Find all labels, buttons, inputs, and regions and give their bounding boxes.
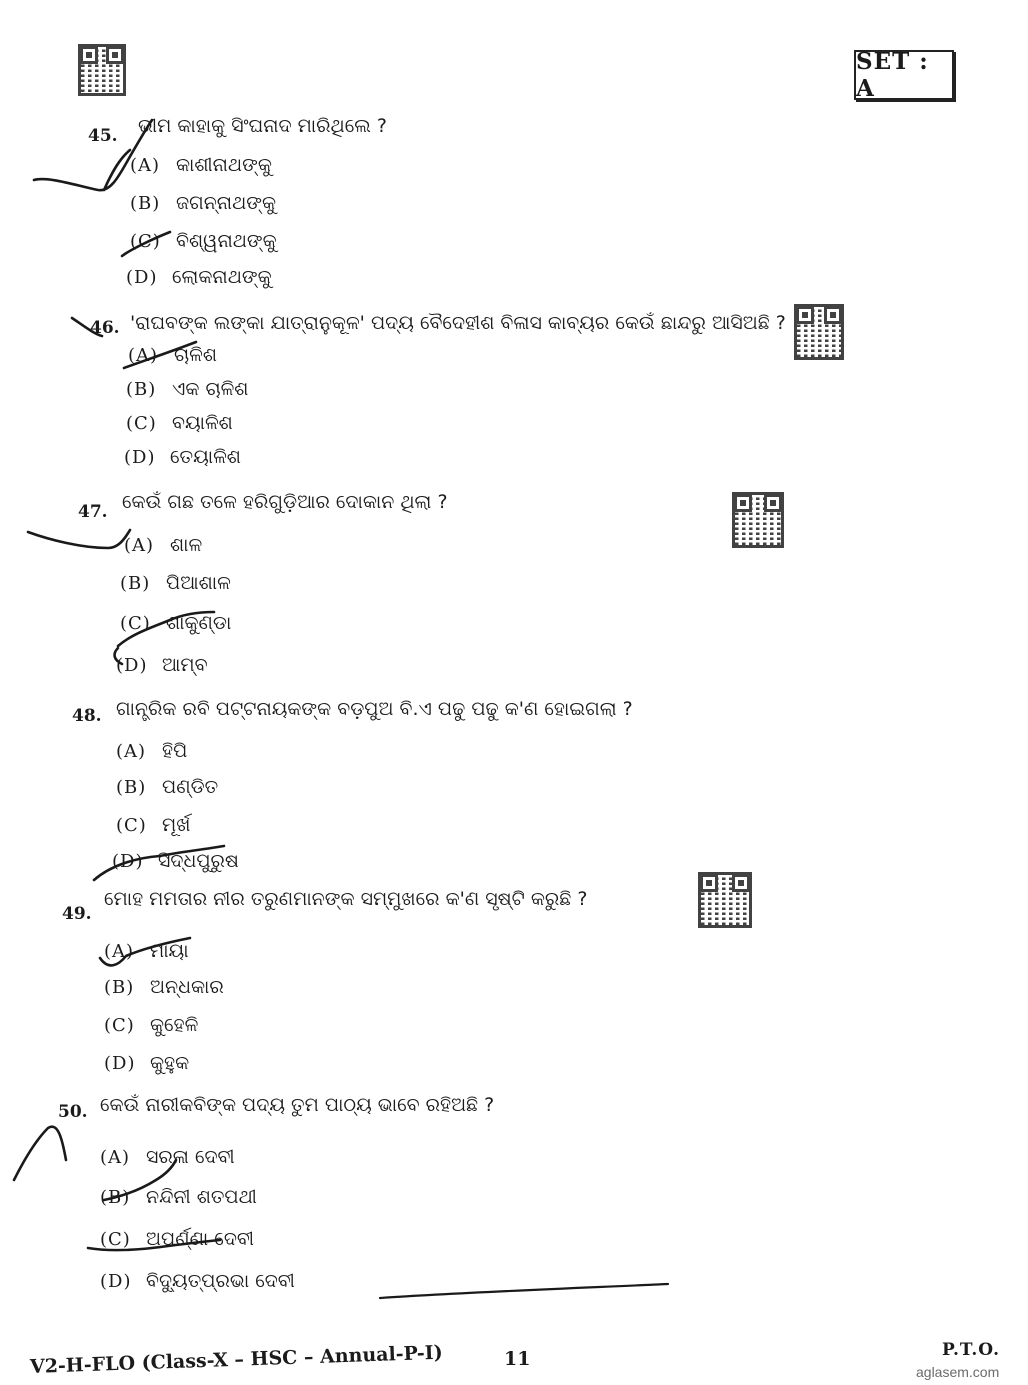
set-label: SET : A [854, 50, 954, 100]
option [126, 266, 272, 288]
option-label: (A) [130, 155, 161, 176]
option-label: (B) [116, 777, 147, 798]
option [130, 192, 276, 214]
question-number: 47. [78, 502, 108, 522]
pto-label: P.T.O. [942, 1340, 1000, 1360]
option-label: (A) [100, 1147, 131, 1168]
option [124, 446, 241, 468]
option-label: (B) [126, 379, 157, 400]
option-label: (D) [112, 851, 144, 872]
paper-code: V2-H-FLO (Class-X – HSC – Annual-P-I) [29, 1341, 443, 1378]
question-text: କେଉଁ ଗଛ ତଳେ ହରିଗୁଡ଼ିଆର ଦୋକାନ ଥିଲା ? [122, 491, 448, 513]
question-number: 46. [90, 318, 120, 338]
tick-mark [28, 530, 130, 548]
option-label: (C) [100, 1229, 131, 1250]
option-label: (B) [130, 193, 161, 214]
option [126, 378, 248, 400]
option [104, 1014, 198, 1036]
tick-mark [104, 150, 130, 190]
option-label: (A) [116, 741, 147, 762]
option [130, 230, 277, 252]
option-text: କାଶୀନାଥଙ୍କୁ [176, 154, 272, 176]
question-number: 48. [72, 706, 102, 726]
option [100, 1146, 235, 1168]
option-text: ଅନ୍ଧକାର [150, 976, 224, 998]
option-label: (C) [116, 815, 147, 836]
option-label: (A) [124, 535, 155, 556]
option [124, 534, 202, 556]
option-text: ସିଦ୍ଧପୁରୁଷ [158, 850, 239, 872]
question-text: କେଉଁ ନାରୀକବିଙ୍କ ପଦ୍ୟ ତୁମ ପାଠ୍ୟ ଭାବେ ରହିଅଛି ? [100, 1094, 495, 1116]
option-text: ଲୋକନାଥଙ୍କୁ [172, 266, 272, 288]
option-text: ବିଦ୍ୟୁତ୍‌ପ୍ରଭା ଦେବୀ [146, 1270, 295, 1292]
option-label: (C) [104, 1015, 135, 1036]
option-text: ତେୟାଳିଶ [170, 446, 241, 468]
option [100, 1228, 254, 1250]
option-text: ହିପି [162, 740, 188, 762]
option [112, 850, 239, 872]
option [120, 612, 231, 634]
option [104, 940, 189, 962]
question-text: ମୋହ ମମତାର ନୀର ତରୁଣମାନଙ୍କ ସମ୍ମୁଖରେ କ'ଣ ସୃଷ୍ଟି କରୁଛି ? [104, 888, 588, 910]
option-text: ବିଶ୍ୱନାଥଙ୍କୁ [176, 230, 277, 252]
option [104, 1052, 189, 1074]
option [116, 776, 218, 798]
option-text: କୁହୁକ [150, 1052, 190, 1074]
option [128, 344, 217, 366]
option-label: (A) [104, 941, 135, 962]
option-text: ଜଗନ୍ନାଥଙ୍କୁ [176, 192, 277, 214]
option-text: ନନ୍ଦିନୀ ଶତପଥୀ [146, 1186, 257, 1208]
option-label: (C) [126, 413, 157, 434]
option-label: (D) [116, 655, 148, 676]
question-text: ଭୀମ କାହାକୁ ସିଂଘନାଦ ମାରିଥିଲେ ? [138, 115, 387, 137]
option [116, 654, 208, 676]
page-number: 11 [504, 1348, 531, 1370]
question-number: 50. [58, 1102, 88, 1122]
question-number: 45. [88, 126, 118, 146]
qr-code-q49 [698, 872, 752, 928]
option-text: ସରଳା ଦେବୀ [146, 1146, 235, 1168]
question-text: ଗାନ୍ତ୍ରିକ ରବି ପଟ୍ଟନାୟକଙ୍କ ବଡ଼ପୁଅ ବି.ଏ ପଢୁ ପଢୁ କ'ଣ ହୋଇଗଲା ? [116, 698, 633, 720]
option-text: ଶାଳ [170, 534, 203, 556]
option-label: (D) [104, 1053, 136, 1074]
option [116, 740, 187, 762]
option-text: ଶାକୁଣ୍ଡା [166, 612, 232, 634]
question-text: 'ରାଘବଙ୍କ ଲଙ୍କା ଯାତ୍ରାନୁକୂଳ' ପଦ୍ୟ ବୈଦେହୀଶ ବିଳାସ କାବ୍ୟର କେଉଁ ଛାନ୍ଦରୁ ଆସିଅଛି ? [130, 312, 786, 334]
option [116, 814, 190, 836]
option [100, 1270, 295, 1292]
option [104, 976, 224, 998]
option-text: ଏକ ଚାଳିଶ [172, 378, 249, 400]
question-number: 49. [62, 904, 92, 924]
qr-code-top-left [78, 44, 126, 96]
option-label: (D) [126, 267, 158, 288]
option-text: ମାୟା [150, 940, 189, 962]
option-label: (B) [104, 977, 135, 998]
option-label: (B) [100, 1187, 131, 1208]
qr-code-q47 [732, 492, 784, 548]
site-watermark: aglasem.com [916, 1364, 1000, 1380]
qr-code-q46 [794, 304, 844, 360]
option-text: ଅପର୍ଣ୍ଣା ଦେବୀ [146, 1228, 254, 1250]
option-text: ପଣ୍ଡିତ [162, 776, 219, 798]
option-label: (B) [120, 573, 151, 594]
option [130, 154, 272, 176]
option-text: ପିଆଶାଳ [166, 572, 231, 594]
option [120, 572, 231, 594]
option-text: ଆମ୍ବ [162, 654, 208, 676]
option [126, 412, 233, 434]
option-label: (D) [124, 447, 156, 468]
underline-mark [380, 1284, 668, 1298]
option-label: (A) [128, 345, 159, 366]
tick-mark [14, 1127, 66, 1180]
option-text: ଚାଳିଶ [174, 344, 217, 366]
option [100, 1186, 257, 1208]
option-text: ମୂର୍ଖ [162, 814, 191, 836]
option-label: (C) [120, 613, 151, 634]
option-label: (D) [100, 1271, 132, 1292]
option-label: (C) [130, 231, 161, 252]
option-text: କୁହେଳି [150, 1014, 199, 1036]
option-text: ବୟାଳିଶ [172, 412, 233, 434]
